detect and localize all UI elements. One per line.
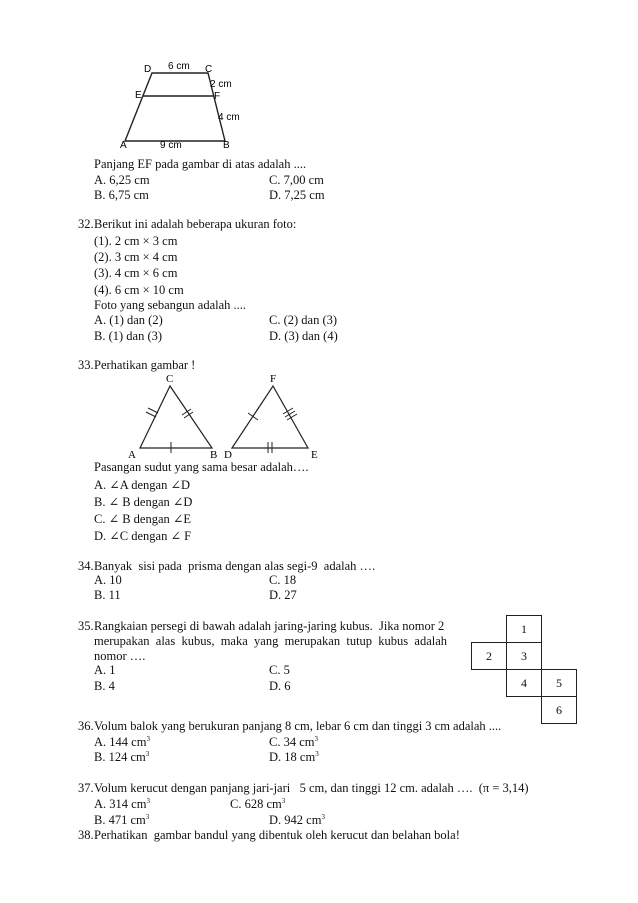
option-label: D. 942 cm bbox=[269, 813, 322, 828]
angle-icon: ∠ bbox=[170, 529, 181, 543]
q32-item-3: (3). 4 cm × 6 cm bbox=[94, 266, 178, 280]
q34-option-c: C. 18 bbox=[269, 573, 297, 587]
angle-icon: ∠ bbox=[170, 478, 181, 492]
q32-item-2: (2). 3 cm × 4 cm bbox=[94, 250, 178, 264]
option-text: D bbox=[180, 478, 190, 492]
q35-option-d: D. 6 bbox=[269, 679, 291, 693]
net-cell-4: 4 bbox=[506, 669, 542, 697]
q35-number: 35. bbox=[78, 619, 94, 633]
q34-text: Banyak sisi pada prisma dengan alas segi-9 adalah …. bbox=[94, 559, 376, 573]
option-label: C. 34 cm bbox=[269, 735, 315, 750]
label-tri-b: B bbox=[210, 449, 218, 460]
net-cell-3: 3 bbox=[506, 642, 542, 670]
net-cell-2: 2 bbox=[471, 642, 507, 670]
q36-option-c bbox=[269, 735, 318, 750]
q35-option-a: A. 1 bbox=[94, 663, 116, 677]
exponent: 3 bbox=[146, 735, 150, 743]
q38-text: Perhatikan gambar bandul yang dibentuk oleh kerucut dan belahan bola! bbox=[94, 828, 460, 842]
q31-option-a: A. 6,25 cm bbox=[94, 173, 150, 187]
net-cell-5: 5 bbox=[541, 669, 577, 697]
exponent: 3 bbox=[314, 735, 318, 743]
q31-option-c: C. 7,00 cm bbox=[269, 173, 324, 187]
label-f: F bbox=[214, 91, 221, 102]
q37-option-d bbox=[269, 813, 325, 828]
trapezoid-figure bbox=[110, 55, 260, 153]
option-text: C dengan bbox=[119, 529, 168, 543]
exponent: 3 bbox=[281, 797, 286, 805]
option-text: B dengan bbox=[122, 512, 170, 526]
q36-option-b bbox=[94, 750, 149, 765]
q36-text: Volum balok yang berukuran panjang 8 cm, lebar 6 cm dan tinggi 3 cm adalah .... bbox=[94, 719, 502, 733]
q33-text: Perhatikan gambar ! bbox=[94, 358, 196, 372]
triangle-abc bbox=[140, 386, 212, 448]
q32-prompt: Foto yang sebangun adalah .... bbox=[94, 298, 247, 312]
q34-option-a: A. 10 bbox=[94, 573, 122, 587]
label-c: C bbox=[205, 64, 213, 75]
label-e: E bbox=[135, 90, 142, 101]
angle-icon: ∠ bbox=[109, 529, 120, 543]
option-label: A. 314 cm bbox=[94, 797, 147, 812]
label-tri-e: E bbox=[311, 449, 318, 460]
q35-option-c: C. 5 bbox=[269, 663, 290, 677]
q35-option-b: B. 4 bbox=[94, 679, 115, 693]
q32-item-4: (4). 6 cm × 10 cm bbox=[94, 283, 184, 297]
angle-icon: ∠ bbox=[109, 478, 120, 492]
q37-option-a bbox=[94, 797, 150, 812]
q33-option-b bbox=[94, 494, 192, 510]
q32-number: 32. bbox=[78, 217, 94, 231]
option-text: E bbox=[183, 512, 192, 526]
option-text: B dengan bbox=[122, 495, 170, 509]
q32-item-1: (1). 2 cm × 3 cm bbox=[94, 234, 178, 248]
triangle-def bbox=[232, 386, 308, 448]
option-letter: A. bbox=[94, 478, 107, 492]
option-text: F bbox=[184, 529, 192, 543]
q33-option-c bbox=[94, 511, 191, 527]
option-label: C. 628 cm bbox=[230, 797, 282, 812]
q38-number: 38. bbox=[78, 828, 94, 842]
q31-text: Panjang EF pada gambar di atas adalah .... bbox=[94, 157, 307, 171]
option-letter: C. bbox=[94, 512, 106, 526]
exponent: 3 bbox=[321, 813, 325, 821]
q32-text: Berikut ini adalah beberapa ukuran foto: bbox=[94, 217, 297, 231]
q32-option-b: B. (1) dan (3) bbox=[94, 329, 163, 343]
q34-option-b: B. 11 bbox=[94, 588, 121, 602]
q36-number: 36. bbox=[78, 719, 94, 733]
q32-option-d: D. (3) dan (4) bbox=[269, 329, 338, 343]
q37-number: 37. bbox=[78, 781, 94, 795]
label-tri-f: F bbox=[270, 373, 277, 385]
label-tri-c: C bbox=[166, 373, 174, 385]
exponent: 3 bbox=[315, 750, 319, 758]
tick-ac-1 bbox=[146, 412, 156, 417]
q35-line-2: merupakan alas kubus, maka yang merupakan tutup kubus adalah bbox=[94, 634, 448, 648]
angle-icon: ∠ bbox=[172, 495, 184, 509]
option-text: A dengan bbox=[119, 478, 168, 492]
label-a: A bbox=[120, 140, 127, 151]
exponent: 3 bbox=[145, 813, 150, 821]
net-cell-1: 1 bbox=[506, 615, 542, 643]
angle-icon: ∠ bbox=[108, 495, 120, 509]
q35-line-3: nomor …. bbox=[94, 649, 146, 663]
triangles-figure bbox=[118, 370, 338, 460]
angle-icon: ∠ bbox=[108, 512, 120, 526]
option-letter: D. bbox=[94, 529, 107, 543]
q32-option-c: C. (2) dan (3) bbox=[269, 313, 338, 327]
q33-number: 33. bbox=[78, 358, 94, 372]
option-label: A. 144 cm bbox=[94, 735, 147, 750]
q36-option-d bbox=[269, 750, 319, 765]
q33-option-d bbox=[94, 528, 191, 544]
q34-option-d: D. 27 bbox=[269, 588, 297, 602]
label-upper-right-length: 2 cm bbox=[210, 79, 232, 90]
q34-number: 34. bbox=[78, 559, 94, 573]
label-lower-right-length: 4 cm bbox=[218, 112, 240, 123]
q31-option-d: D. 7,25 cm bbox=[269, 188, 325, 202]
option-letter: B. bbox=[94, 495, 106, 509]
q33-option-a bbox=[94, 477, 190, 493]
angle-icon: ∠ bbox=[172, 512, 184, 526]
q36-option-a bbox=[94, 735, 150, 750]
q32-option-a: A. (1) dan (2) bbox=[94, 313, 163, 327]
q37-option-c bbox=[230, 797, 285, 812]
label-d: D bbox=[144, 64, 152, 75]
exponent: 3 bbox=[146, 797, 150, 805]
exponent: 3 bbox=[145, 750, 150, 758]
tick-ac-2 bbox=[148, 408, 158, 413]
label-tri-a: A bbox=[128, 449, 136, 460]
option-label: B. 124 cm bbox=[94, 750, 146, 765]
tick-df bbox=[248, 413, 258, 420]
q37-text: Volum kerucut dengan panjang jari-jari 5 cm, dan tinggi 12 cm. adalah …. (π = 3,14) bbox=[94, 781, 529, 795]
q31-option-b: B. 6,75 cm bbox=[94, 188, 149, 202]
option-label: B. 471 cm bbox=[94, 813, 146, 828]
q33-prompt: Pasangan sudut yang sama besar adalah…. bbox=[94, 460, 309, 474]
net-cell-6: 6 bbox=[541, 696, 577, 724]
label-b: B bbox=[223, 140, 230, 151]
option-text: D bbox=[183, 495, 193, 509]
label-tri-d: D bbox=[224, 449, 232, 460]
q35-line-1: Rangkaian persegi di bawah adalah jaring-jaring kubus. Jika nomor 2 bbox=[94, 619, 445, 633]
q37-option-b bbox=[94, 813, 149, 828]
option-label: D. 18 cm bbox=[269, 750, 316, 765]
label-bottom-length: 9 cm bbox=[160, 140, 182, 151]
label-top-length: 6 cm bbox=[168, 61, 190, 72]
